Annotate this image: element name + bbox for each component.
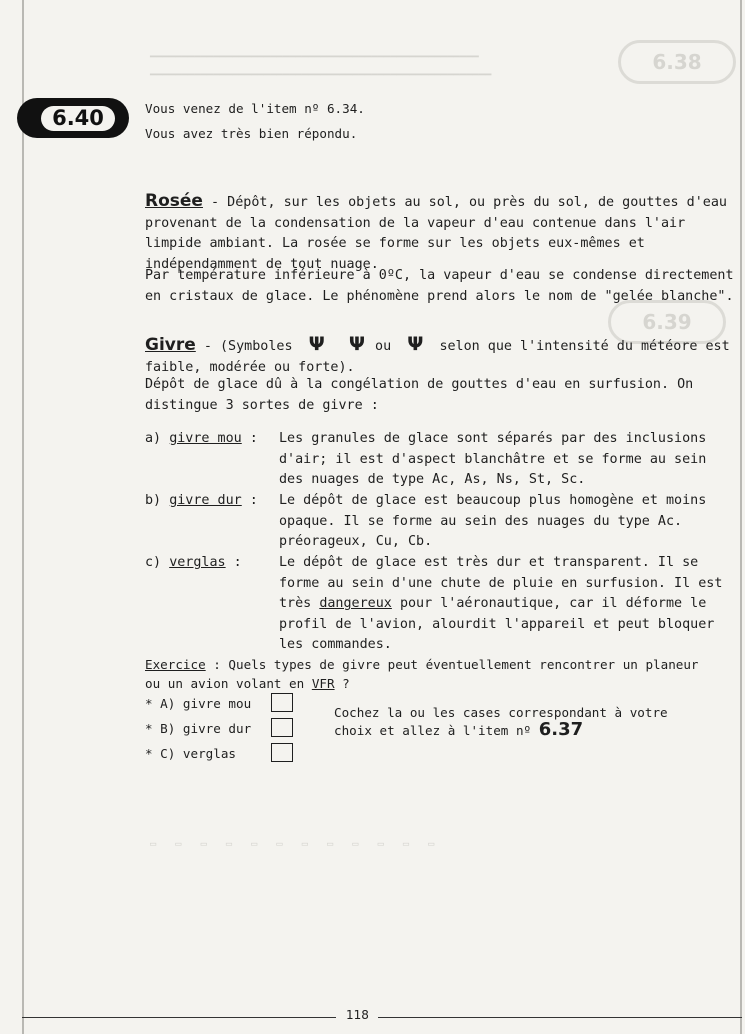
option-c-label: * C) verglas xyxy=(145,746,236,761)
page-number: 118 xyxy=(346,1008,369,1022)
givre-type-c-label: c) verglas : xyxy=(145,555,242,570)
option-a-checkbox[interactable] xyxy=(271,693,293,712)
bleed-through-text: ━━━━━━━━━━━━━━━━━━━━━━━━━━━━━━━━━━━━━━━━━━━━━━━━━━━━ ━━━━━━━━━━━━━━━━━━━━━━━━━━━━━━━━━━━━━━━━━━━━━━━━━━━━━━ xyxy=(150,51,492,81)
exercise-question: Exercice : Quels types de givre peut éventuellement rencontrer un planeur ou un avion volant en VFR ? xyxy=(145,657,699,691)
givre-type-a-label: a) givre mou : xyxy=(145,431,258,446)
item-number: 6.40 xyxy=(41,106,115,131)
item-badge xyxy=(17,98,129,138)
gelee-paragraph: Par température inférieure à 0ºC, la vapeur d'eau se condense directement en cristaux de glace. Le phénomène prend alors le nom de "gelée blanche". xyxy=(145,268,734,304)
givre-term: Givre xyxy=(145,335,196,355)
givre-symbols-intro: - (Symboles xyxy=(203,339,293,354)
bleed-badge-top: 6.38 xyxy=(618,40,736,84)
givre-type-a-text: Les granules de glace sont séparés par des inclusions d'air; il est d'aspect blanchâtre et se forme au sein des nuages de type Ac, As, Ns, St, Sc. xyxy=(279,431,707,487)
givre-moderate-symbol-icon: Ψ xyxy=(348,333,359,355)
rosee-term: Rosée xyxy=(145,191,203,211)
givre-light-symbol-icon: Ψ xyxy=(308,333,325,355)
page-right-edge xyxy=(740,0,742,1034)
option-c-checkbox[interactable] xyxy=(271,743,293,762)
givre-type-b-label: b) givre dur : xyxy=(145,493,258,508)
givre-definition: Dépôt de glace dû à la congélation de gouttes d'eau en surfusion. On distingue 3 sortes de givre : xyxy=(145,377,694,413)
givre-type-c-text: Le dépôt de glace est très dur et transparent. Il se forme au sein d'une chute de pluie en surfusion. Il est très dangereux pour l'aéronautique, car il déforme le profil de l'avion, alourdit l'appareil et peut bloquer les commandes. xyxy=(279,555,723,652)
rosee-definition: - Dépôt, sur les objets au sol, ou près du sol, de gouttes d'eau provenant de la condensation de la vapeur d'eau contenue dans l'air limpide ambiant. La rosée se forme sur les objets eux-mêmes et indépendamment de tout nuage. xyxy=(145,195,727,272)
exercise-label: Exercice xyxy=(145,657,206,672)
givre-type-b-text: Le dépôt de glace est beaucoup plus homogène et moins opaque. Il se forme au sein des nuages du type Ac. préorageux, Cu, Cb. xyxy=(279,493,707,549)
givre-section xyxy=(145,334,737,378)
footer-rule-left xyxy=(22,1017,336,1018)
vfr-term: VFR xyxy=(311,676,335,691)
exercise-instruction: Cochez la ou les cases correspondant à votre choix et allez à l'item nº 6.37 xyxy=(334,705,668,740)
givre-heavy-symbol-icon: Ψ xyxy=(407,333,424,355)
bleed-through-table: ▭ ▭ ▭ ▭ ▭ ▭ ▭ ▭ ▭ ▭ ▭ ▭ xyxy=(150,838,435,850)
footer-rule-right xyxy=(378,1017,742,1018)
rosee-section xyxy=(145,191,737,275)
option-b-checkbox[interactable] xyxy=(271,718,293,737)
feedback-line: Vous avez très bien répondu. xyxy=(145,126,358,141)
givre-symbols-tail: selon que l'intensité du météore est faible, modérée ou forte). xyxy=(145,339,730,375)
target-item-link[interactable]: 6.37 xyxy=(538,719,584,740)
option-b-label: * B) givre dur xyxy=(145,721,252,736)
bleed-badge-mid: 6.39 xyxy=(608,300,726,344)
page-left-edge xyxy=(22,0,24,1034)
givre-symbols-or: ou xyxy=(375,339,392,354)
origin-line: Vous venez de l'item nº 6.34. xyxy=(145,101,365,116)
option-a-label: * A) givre mou xyxy=(145,696,252,711)
